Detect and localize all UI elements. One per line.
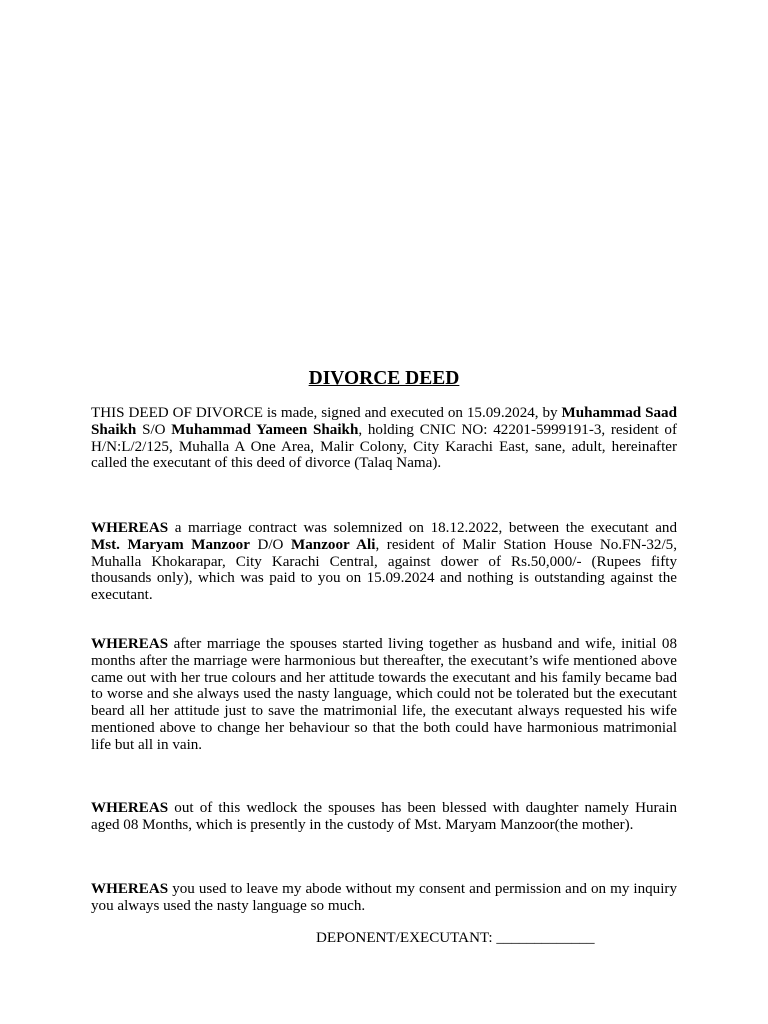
- paragraph-text: THIS DEED OF DIVORCE is made, signed and executed on 15.09.2024, by: [91, 405, 562, 421]
- executant-name: Muhammad Saad Shaikh: [91, 405, 677, 438]
- whereas-label: WHEREAS: [91, 636, 169, 652]
- paragraph-marital-conduct: [91, 636, 677, 754]
- whereas-label: WHEREAS: [91, 881, 169, 897]
- paragraph-text: a marriage contract was solemnized on 18.12.2022, between the executant and: [168, 520, 677, 536]
- paragraph-text: , holding CNIC NO: 42201-5999191-3, resident of H/N:L/2/125, Muhalla A One Area, Malir Colony, City Karachi East, sane, adult, hereinafter called the executant of this deed of divorce (Talaq Nama).: [91, 421, 677, 472]
- paragraph-text: , resident of Malir Station House No.FN-32/5, Muhalla Khokarapar, City Karachi Central, against dower of Rs.50,000/- (Rupees fifty thousands only), which was paid to you on 15.09.2024 and nothing is outstanding against the executant.: [91, 536, 677, 604]
- document-page: [91, 0, 677, 1024]
- paragraph-text: you used to leave my abode without my consent and permission and on my inquiry you always used the nasty language so much.: [91, 881, 677, 914]
- wife-name: Mst. Maryam Manzoor: [91, 536, 250, 553]
- paragraph-leaving-abode: [91, 881, 677, 915]
- paragraph-text: after marriage the spouses started living together as husband and wife, initial 08 months after the marriage were harmonious but thereafter, the executant’s wife mentioned above came out with her true colours and her attitude towards the executant and his family became bad to worse and she always used the nasty language, which could not be tolerated but the executant beard all her attitude just to save the matrimonial life, the executant always requested his wife mentioned above to change her behaviour so that the both could have harmonious matrimonial life but all in vain.: [91, 636, 677, 753]
- whereas-label: WHEREAS: [91, 520, 169, 536]
- paragraph-text: out of this wedlock the spouses has been blessed with daughter namely Hurain aged 08 Months, which is presently in the custody of Mst. Maryam Manzoor(the mother).: [91, 800, 677, 833]
- executant-father-name: Muhammad Yameen Shaikh: [171, 421, 359, 438]
- document-title: DIVORCE DEED: [308, 368, 460, 389]
- paragraph-daughter-custody: [91, 800, 677, 834]
- whereas-label: WHEREAS: [91, 800, 169, 816]
- paragraph-deed-intro: [91, 405, 677, 472]
- wife-father-name: Manzoor Ali: [291, 536, 376, 553]
- paragraph-text: D/O: [249, 536, 292, 553]
- paragraph-marriage-contract: [91, 520, 677, 604]
- paragraph-text: S/O: [136, 421, 172, 438]
- deponent-signature-line: DEPONENT/EXECUTANT: _____________: [316, 930, 595, 946]
